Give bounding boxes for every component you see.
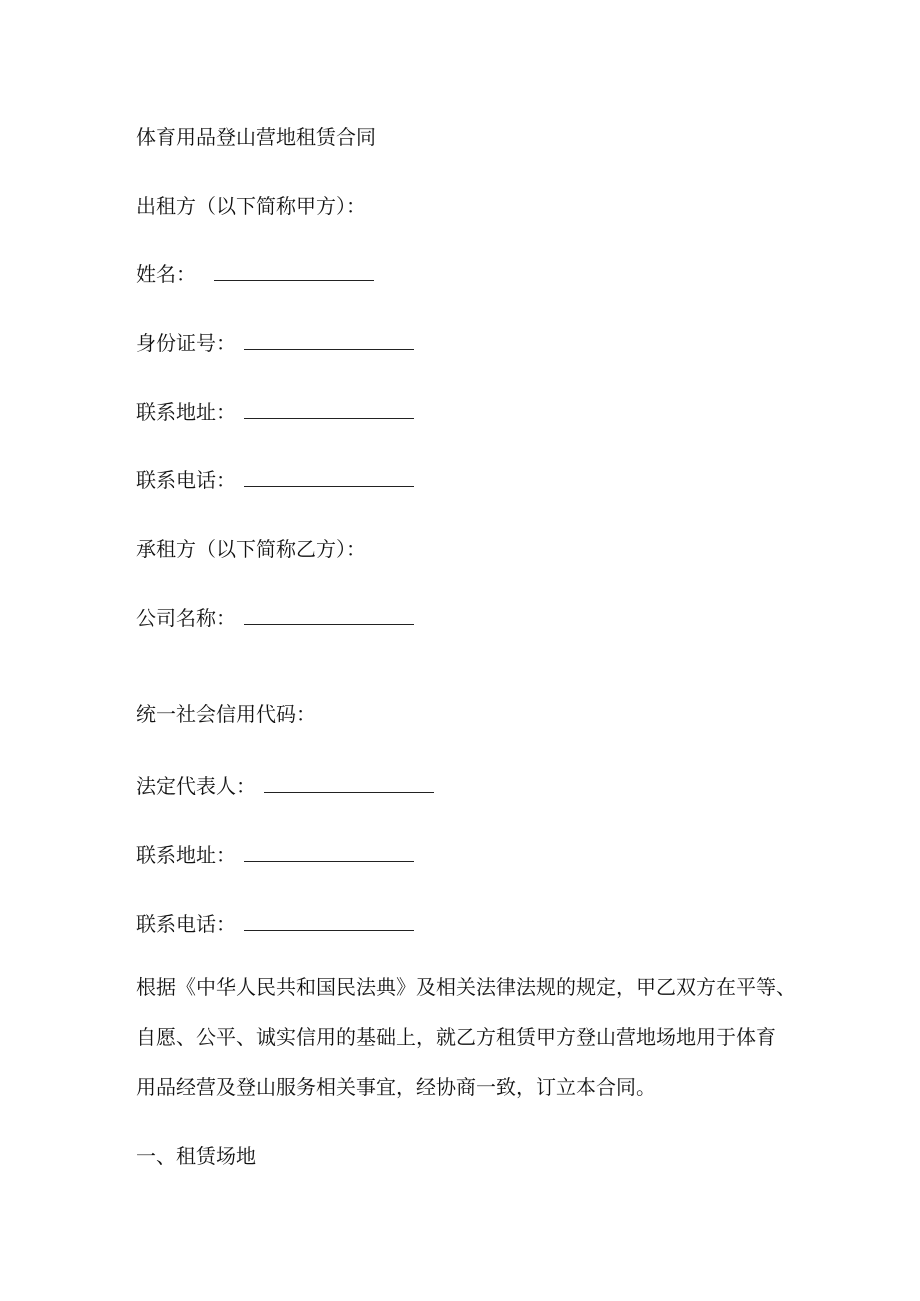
party-b-credit-code-label: 统一社会信用代码： (136, 702, 316, 726)
party-b-phone-blank[interactable] (244, 912, 414, 931)
party-b-phone-row (136, 912, 414, 936)
party-b-heading: 承租方（以下简称乙方）： (136, 537, 366, 561)
preamble-line-2: 自愿、公平、诚实信用的基础上，就乙方租赁甲方登山营地场地用于体育 (136, 1025, 776, 1049)
preamble-line-3: 用品经营及登山服务相关事宜，经协商一致，订立本合同。 (136, 1075, 656, 1099)
party-a-phone-label: 联系电话： (136, 468, 236, 492)
party-b-address-blank[interactable] (244, 843, 414, 862)
party-b-address-label: 联系地址： (136, 843, 236, 867)
party-a-phone-row (136, 468, 414, 492)
party-a-heading: 出租方（以下简称甲方）： (136, 194, 366, 218)
party-b-legal-rep-label: 法定代表人： (136, 774, 256, 798)
party-a-name-label: 姓名： (136, 262, 196, 286)
document-title: 体育用品登山营地租赁合同 (136, 125, 376, 149)
party-a-id-row (136, 331, 414, 355)
party-a-phone-blank[interactable] (244, 468, 414, 487)
party-a-address-row (136, 400, 414, 424)
section-1-heading: 一、租赁场地 (136, 1144, 256, 1168)
preamble-paragraph (136, 975, 796, 1105)
party-b-address-row (136, 843, 414, 867)
party-a-id-label: 身份证号： (136, 331, 236, 355)
preamble-line-1: 根据《中华人民共和国民法典》及相关法律法规的规定，甲乙双方在平等、 (136, 975, 796, 999)
party-b-company-blank[interactable] (244, 606, 414, 625)
party-a-name-row (136, 262, 374, 286)
party-b-company-label: 公司名称： (136, 606, 236, 630)
party-b-phone-label: 联系电话： (136, 912, 236, 936)
party-a-address-label: 联系地址： (136, 400, 236, 424)
party-b-legal-rep-blank[interactable] (264, 774, 434, 793)
party-b-legal-rep-row (136, 774, 434, 798)
party-a-id-blank[interactable] (244, 331, 414, 350)
party-b-company-row (136, 606, 414, 630)
party-a-address-blank[interactable] (244, 400, 414, 419)
party-a-name-blank[interactable] (214, 262, 374, 281)
